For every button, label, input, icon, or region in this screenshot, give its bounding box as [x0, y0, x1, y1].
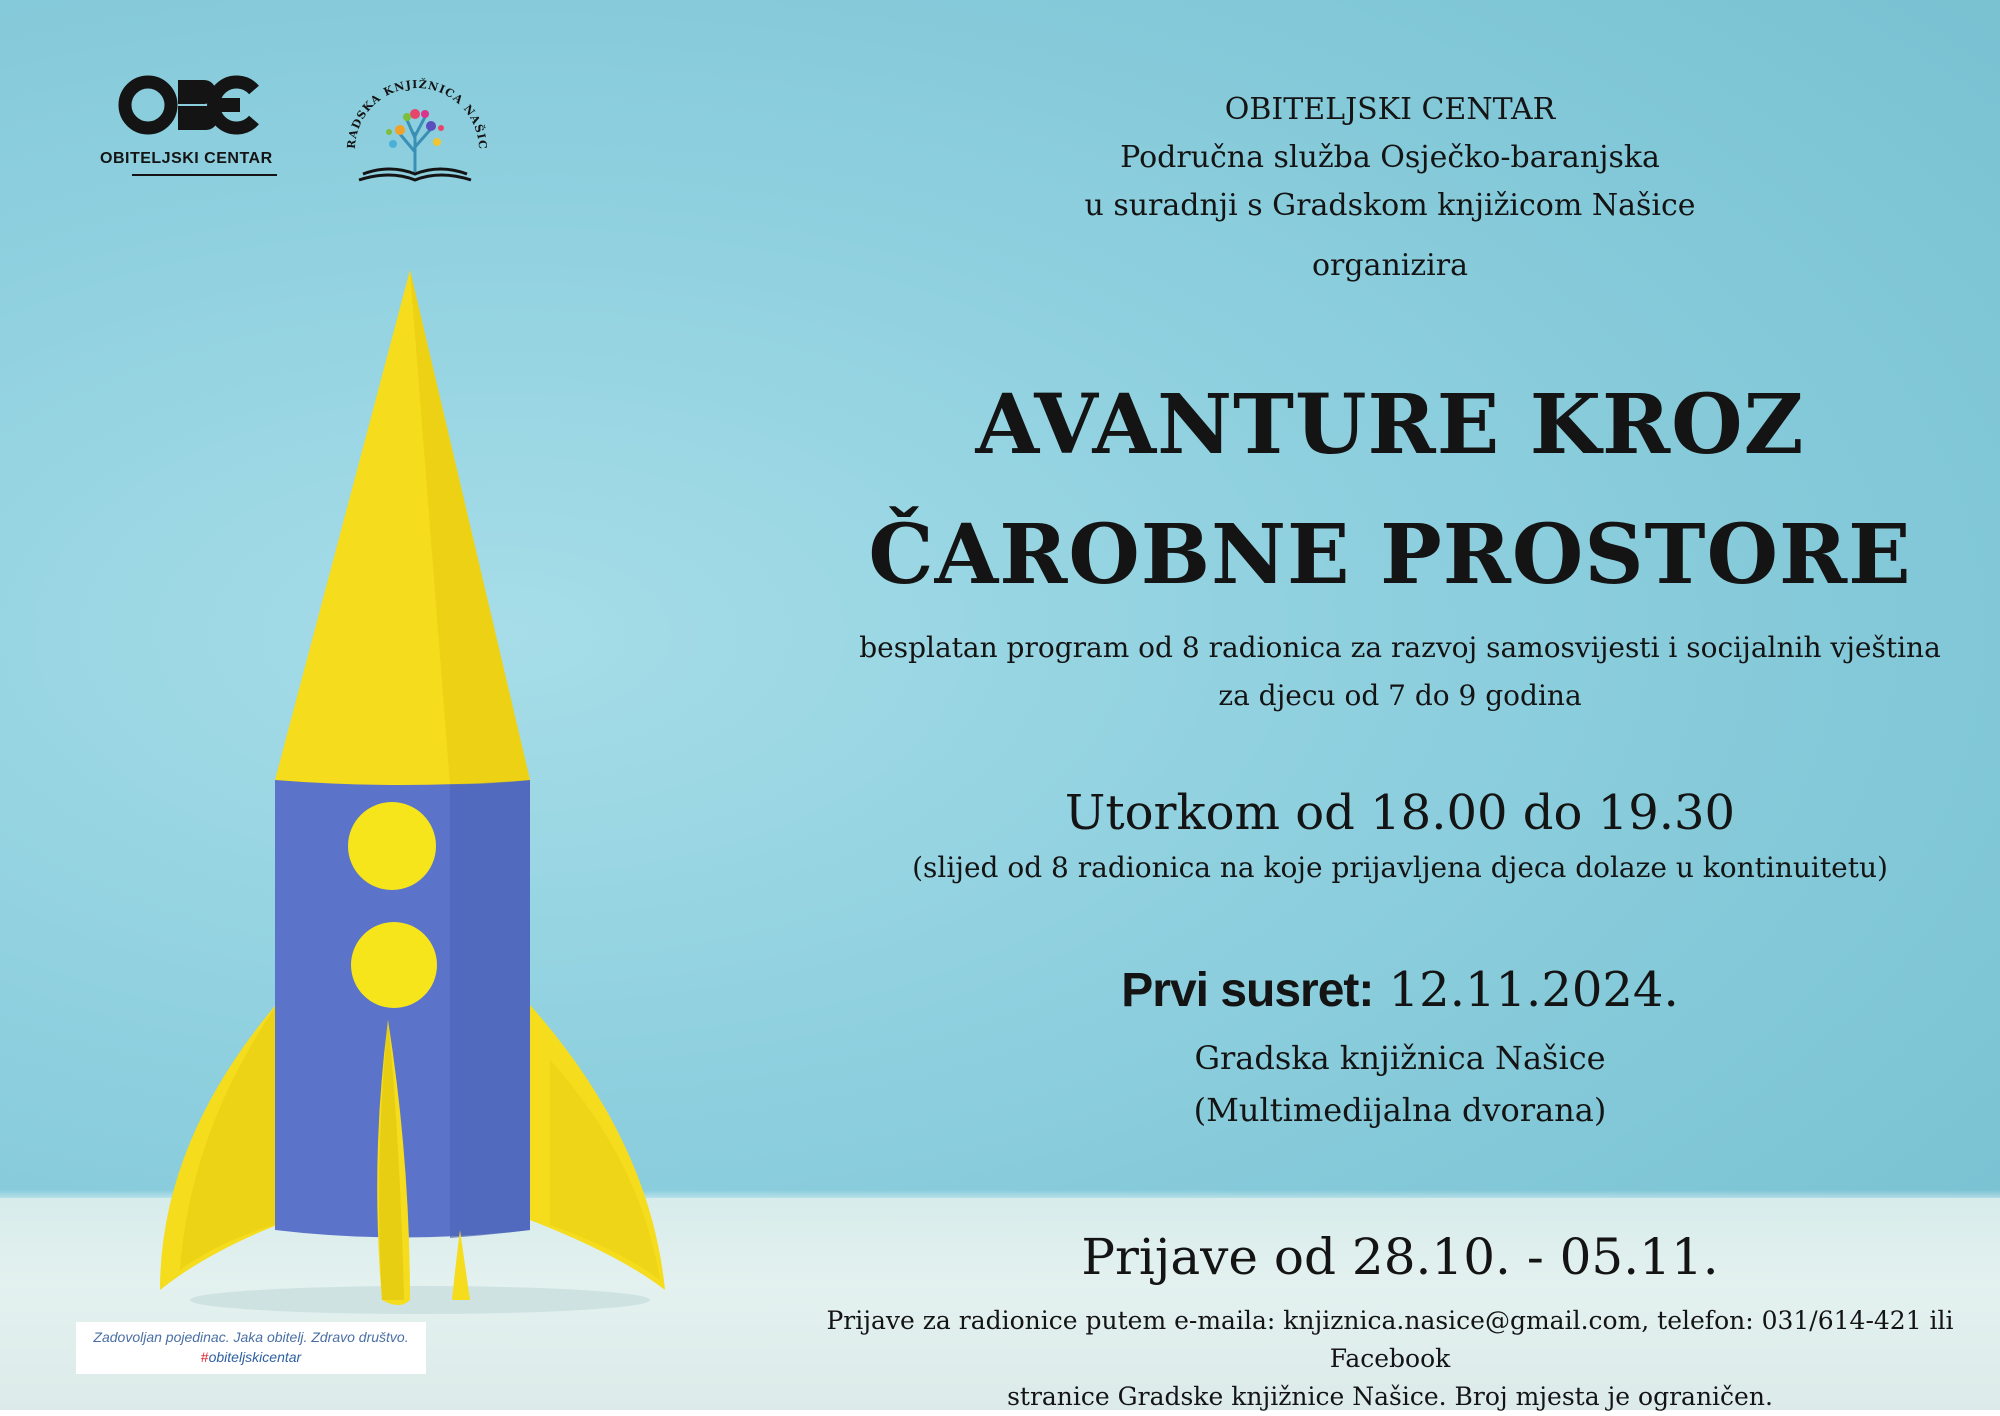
slogan-banner — [76, 1322, 426, 1374]
obc-logo-icon — [118, 70, 268, 140]
title-line-1: AVANTURE KROZ — [975, 377, 1805, 473]
header-collaboration: u suradnji s Gradskom knjižicom Našice — [1084, 188, 1696, 223]
location-venue: Gradska knjižnica Našice — [1194, 1039, 1606, 1077]
slogan-hashtag — [76, 1347, 426, 1367]
contact-line-2: stranice Gradske knjižnice Našice. Broj mjesta je ograničen. — [1007, 1382, 1773, 1411]
organizer-header — [1000, 86, 1780, 290]
library-logo — [335, 62, 495, 192]
title-line-2: ČAROBNE PROSTORE — [868, 507, 1912, 603]
description-line-2: za djecu od 7 do 9 godina — [1218, 679, 1582, 712]
header-department: Područna služba Osječko-baranjska — [1120, 140, 1660, 175]
description-line-1: besplatan program od 8 radionica za razvoj samosvijesti i socijalnih vještina — [859, 631, 1941, 664]
hash-symbol: # — [200, 1349, 209, 1365]
schedule — [830, 778, 1970, 888]
hashtag-text: obiteljskicentar — [208, 1349, 302, 1365]
first-meeting — [830, 955, 1970, 1026]
registration-headline: Prijave od 28.10. - 05.11. — [1081, 1228, 1719, 1286]
header-organization: OBITELJSKI CENTAR — [1224, 92, 1556, 127]
event-title — [820, 360, 1960, 620]
obc-logo — [100, 70, 280, 180]
first-meeting-date: 12.11.2024. — [1388, 962, 1679, 1018]
obc-underline — [132, 174, 277, 176]
library-arc-text: RADSKA KNJIŽNICA NAŠIC — [344, 77, 490, 151]
obc-caption: OBITELJSKI CENTAR — [100, 150, 273, 167]
contact-line-1: Prijave za radionice putem e-maila: knjiznica.nasice@gmail.com, telefon: 031/614-421 ili Facebook — [826, 1306, 1954, 1373]
program-description — [830, 624, 1970, 720]
first-meeting-label: Prvi susret: — [1121, 964, 1374, 1017]
header-organizira: organizira — [1311, 248, 1469, 283]
location-room: (Multimedijalna dvorana) — [1193, 1091, 1607, 1129]
schedule-time: Utorkom od 18.00 do 19.30 — [1064, 785, 1736, 841]
slogan-text: Zadovoljan pojedinac. Jaka obitelj. Zdravo društvo. — [93, 1329, 409, 1345]
rocket-illustration — [120, 260, 680, 1350]
registration-contact — [790, 1302, 1990, 1416]
location — [830, 1032, 1970, 1136]
library-tree-logo-icon — [335, 62, 495, 192]
schedule-note: (slijed od 8 radionica na koje prijavljena djeca dolaze u kontinuitetu) — [912, 851, 1888, 884]
